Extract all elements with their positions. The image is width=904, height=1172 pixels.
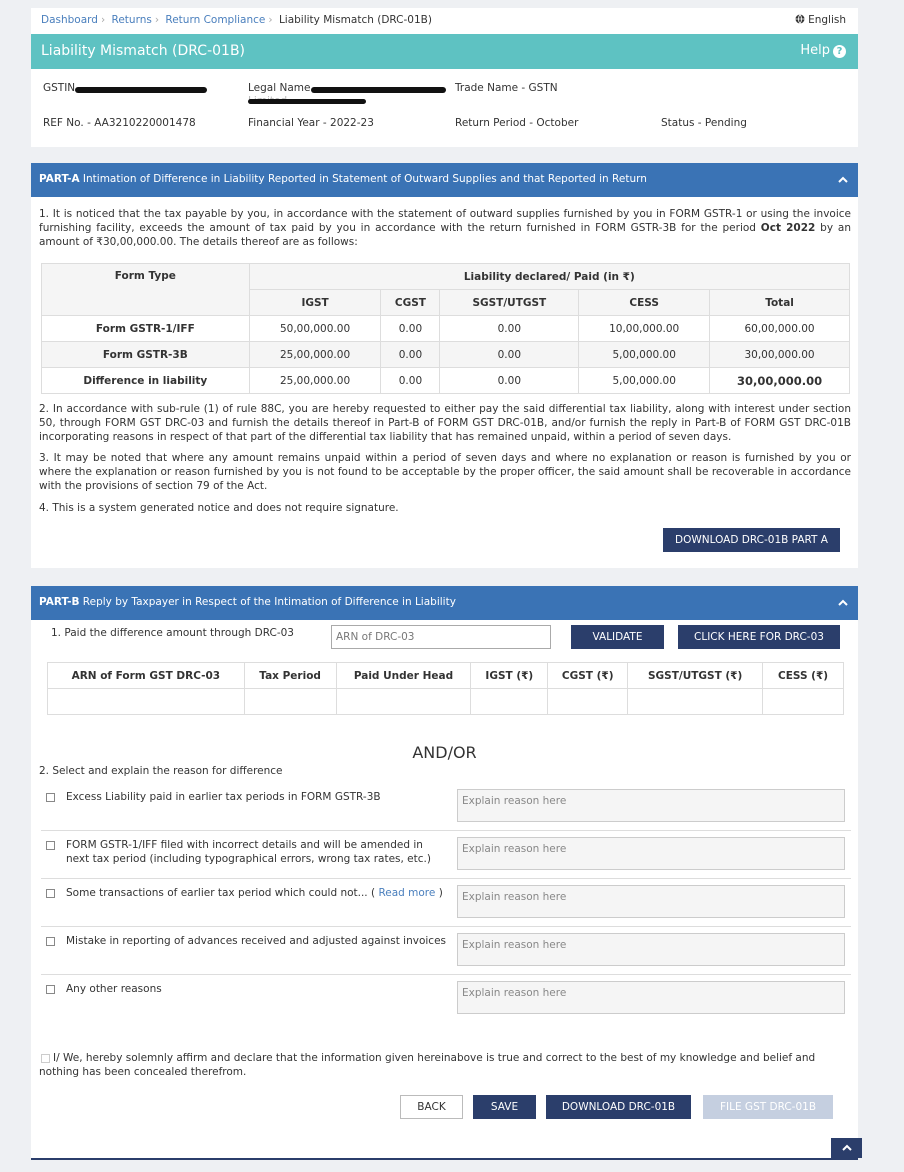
- cell-cgst: 0.00: [381, 342, 440, 368]
- page-title-bar: [31, 34, 858, 69]
- liability-table: [41, 263, 850, 394]
- part-b-title: Reply by Taxpayer in Respect of the Intimation of Difference in Liability: [82, 596, 456, 608]
- paid-through-label: 1. Paid the difference amount through DRC-03: [51, 627, 294, 639]
- cell-empty: [628, 689, 763, 715]
- table-row: [42, 368, 850, 394]
- part-a-title: Intimation of Difference in Liability Reported in Statement of Outward Supplies and that Reported in Return: [82, 173, 647, 185]
- cell-empty: [471, 689, 548, 715]
- col-arn: ARN of Form GST DRC-03: [48, 663, 245, 689]
- divider: [41, 830, 851, 831]
- divider: [41, 878, 851, 879]
- col-cess: CESS: [579, 290, 710, 316]
- language-selector[interactable]: [795, 14, 846, 26]
- cell-total: 30,00,000.00: [710, 368, 850, 394]
- cell-empty: [763, 689, 844, 715]
- section-gap: [31, 568, 858, 588]
- language-label: English: [808, 14, 846, 26]
- divider: [41, 926, 851, 927]
- part-a-para-2: 2. In accordance with sub-rule (1) of rule 88C, you are hereby requested to either pay the said differential tax liability, along with interest under section 50, through FORM GST DRC-03 and furnish the details thereof in Part-B of FORM GST DRC-01B, and/or furnish the reply in Part-B of FORM GST DRC-01B incorporating reasons in respect of that part of the differential tax liability that has remained unpaid, within a period of seven days.: [39, 403, 851, 443]
- breadcrumb: Dashboard › Returns › Return Compliance › Liability Mismatch (DRC-01B) English: [41, 14, 846, 26]
- col-igst: IGST (₹): [471, 663, 548, 689]
- read-more-link[interactable]: Read more: [378, 887, 436, 899]
- breadcrumb-current: Liability Mismatch (DRC-01B): [278, 14, 432, 26]
- table-row: [42, 316, 850, 342]
- and-or-label: AND/OR: [412, 743, 477, 762]
- col-form-type: Form Type: [42, 264, 250, 316]
- reason-3-text: Some transactions of earlier tax period which could not... (: [66, 887, 376, 899]
- col-igst: IGST: [249, 290, 381, 316]
- col-group-liability: Liability declared/ Paid (in ₹): [249, 264, 849, 290]
- reason-4-label: Mistake in reporting of advances received and adjusted against invoices: [66, 935, 447, 947]
- cell-total: 30,00,000.00: [710, 342, 850, 368]
- cell-igst: 25,00,000.00: [249, 368, 381, 394]
- drc03-button[interactable]: CLICK HERE FOR DRC-03: [678, 625, 840, 649]
- para-1-text-a: 1. It is noticed that the tax payable by you, in accordance with the statement of outward supplies furnished by you in FORM GSTR-1 or using the invoice furnishing facility, exceeds the amount of tax paid by you in accordance with the return furnished in FORM GSTR-3B for the period: [39, 208, 851, 234]
- download-part-a-button[interactable]: DOWNLOAD DRC-01B PART A: [663, 528, 840, 552]
- read-more-close: ): [438, 887, 443, 899]
- part-a-para-4: 4. This is a system generated notice and does not require signature.: [39, 502, 399, 514]
- col-sgst: SGST/UTGST: [440, 290, 579, 316]
- reason-5-checkbox[interactable]: [46, 985, 55, 994]
- reason-3-textarea[interactable]: Explain reason here: [457, 885, 845, 918]
- cell-empty: [336, 689, 471, 715]
- page-title: Liability Mismatch (DRC-01B): [41, 43, 246, 59]
- reason-1-textarea[interactable]: Explain reason here: [457, 789, 845, 822]
- col-cgst: CGST: [381, 290, 440, 316]
- cell-cess: 10,00,000.00: [579, 316, 710, 342]
- financial-year: Financial Year - 2022-23: [248, 117, 374, 129]
- reason-4-checkbox[interactable]: [46, 937, 55, 946]
- reason-1-label: Excess Liability paid in earlier tax periods in FORM GSTR-3B: [66, 791, 381, 803]
- status: Status - Pending: [661, 117, 747, 129]
- cell-igst: 50,00,000.00: [249, 316, 381, 342]
- return-period: Return Period - October: [455, 117, 579, 129]
- part-a-label: PART-A: [39, 173, 80, 185]
- save-button[interactable]: SAVE: [473, 1095, 536, 1119]
- reason-2-textarea[interactable]: Explain reason here: [457, 837, 845, 870]
- reason-2-checkbox[interactable]: [46, 841, 55, 850]
- part-b-label: PART-B: [39, 596, 80, 608]
- table-row: [42, 342, 850, 368]
- cell-sgst: 0.00: [440, 342, 579, 368]
- cell-empty: [48, 689, 245, 715]
- file-drc01b-button[interactable]: FILE GST DRC-01B: [703, 1095, 833, 1119]
- download-drc01b-button[interactable]: DOWNLOAD DRC-01B: [546, 1095, 691, 1119]
- validate-button[interactable]: VALIDATE: [571, 625, 664, 649]
- back-button[interactable]: BACK: [400, 1095, 463, 1119]
- cell-igst: 25,00,000.00: [249, 342, 381, 368]
- divider: [41, 974, 851, 975]
- part-a-para-1: [39, 207, 851, 249]
- chevron-up-icon: [842, 1141, 852, 1154]
- reason-4-textarea[interactable]: Explain reason here: [457, 933, 845, 966]
- declaration-text: I/ We, hereby solemnly affirm and declare that the information given hereinabove is true and correct to the best of my knowledge and belief and nothing has been concealed therefrom.: [39, 1052, 816, 1078]
- drc03-table: [47, 662, 844, 715]
- select-reason-label: 2. Select and explain the reason for difference: [39, 765, 283, 777]
- row-label: Difference in liability: [42, 368, 250, 394]
- cell-cess: 5,00,000.00: [579, 342, 710, 368]
- cell-cgst: 0.00: [381, 368, 440, 394]
- row-label: Form GSTR-3B: [42, 342, 250, 368]
- col-tax-period: Tax Period: [244, 663, 336, 689]
- globe-icon: [795, 14, 808, 26]
- cell-sgst: 0.00: [440, 316, 579, 342]
- legal-name-redaction-2: [248, 99, 366, 104]
- gstin-label: GSTIN: [43, 82, 76, 94]
- col-sgst: SGST/UTGST (₹): [628, 663, 763, 689]
- cell-empty: [548, 689, 628, 715]
- cell-sgst: 0.00: [440, 368, 579, 394]
- part-a-para-3: 3. It may be noted that where any amount remains unpaid within a period of seven days and where no explanation or reason is furnished by you or where the explanation or reason furnished by you is not found to be acceptable by the proper officer, the said amount shall be recoverable in accordance with the provisions of section 79 of the Act.: [39, 452, 851, 492]
- section-gap: [31, 147, 858, 163]
- cell-cgst: 0.00: [381, 316, 440, 342]
- legal-name-redaction: [311, 87, 446, 93]
- breadcrumb-dashboard[interactable]: Dashboard: [41, 14, 98, 26]
- cell-cess: 5,00,000.00: [579, 368, 710, 394]
- taxpayer-info: [31, 69, 858, 147]
- para-1-period: Oct 2022: [760, 222, 816, 234]
- help-icon: ?: [833, 45, 846, 58]
- reason-5-textarea[interactable]: Explain reason here: [457, 981, 845, 1014]
- help-link[interactable]: [800, 43, 846, 58]
- breadcrumb-return-compliance[interactable]: Return Compliance: [165, 14, 266, 26]
- reason-2-label: FORM GSTR-1/IFF filed with incorrect details and will be amended in next tax period (including typographical errors, wrong tax rates, etc.): [66, 839, 431, 865]
- breadcrumb-returns[interactable]: Returns: [111, 14, 152, 26]
- gstin-redaction: [75, 87, 207, 93]
- trade-name: Trade Name - GSTN: [455, 82, 558, 94]
- col-paid-head: Paid Under Head: [336, 663, 471, 689]
- col-cess: CESS (₹): [763, 663, 844, 689]
- para-1-text-b: by an amount of ₹30,00,000.00. The details thereof are as follows:: [39, 222, 851, 248]
- reason-5-label: Any other reasons: [66, 983, 162, 995]
- reason-3-label: [66, 886, 443, 900]
- page-container: [31, 8, 858, 1158]
- col-cgst: CGST (₹): [548, 663, 628, 689]
- reason-1-checkbox[interactable]: [46, 793, 55, 802]
- chevron-up-icon[interactable]: [838, 172, 848, 186]
- ref-number: REF No. - AA3210220001478: [43, 117, 196, 129]
- cell-empty: [244, 689, 336, 715]
- part-b-header[interactable]: [31, 586, 858, 620]
- chevron-up-icon[interactable]: [838, 595, 848, 609]
- part-a-header[interactable]: [31, 163, 858, 197]
- help-label: Help: [800, 43, 830, 58]
- bottom-bar: [31, 1158, 858, 1160]
- cell-total: 60,00,000.00: [710, 316, 850, 342]
- row-label: Form GSTR-1/IFF: [42, 316, 250, 342]
- legal-name-label: Legal Name: [248, 82, 311, 94]
- col-total: Total: [710, 290, 850, 316]
- scroll-top-button[interactable]: [831, 1138, 862, 1158]
- table-row: [48, 689, 844, 715]
- arn-input[interactable]: ARN of DRC-03: [331, 625, 551, 649]
- reason-3-checkbox[interactable]: [46, 889, 55, 898]
